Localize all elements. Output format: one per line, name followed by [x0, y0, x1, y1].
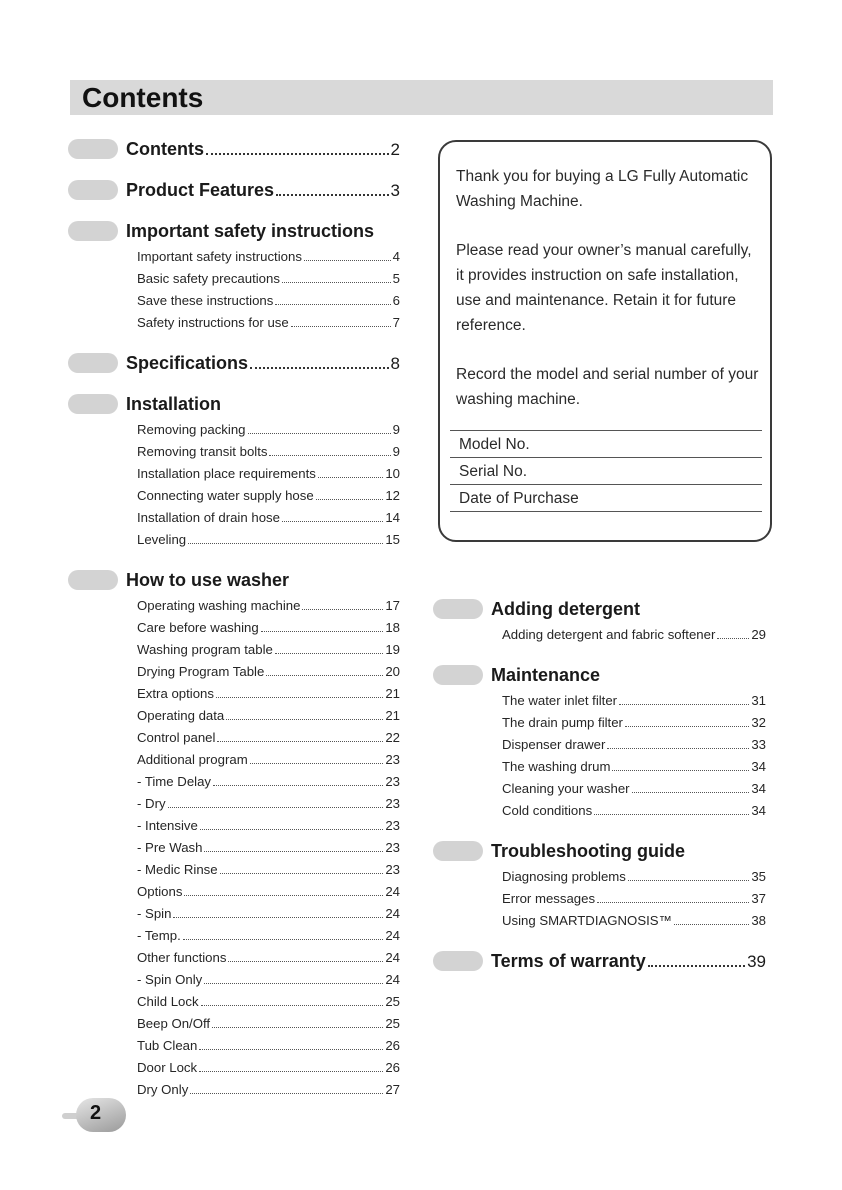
entry-label: - Spin [137, 906, 172, 921]
title-bar [70, 80, 773, 115]
entry-page-number: 31 [751, 693, 766, 708]
page-number-badge [62, 1098, 126, 1132]
section-title: Important safety instructions [126, 221, 375, 241]
entry-label: - Pre Wash [137, 840, 203, 855]
entry-page-number: 21 [385, 708, 400, 723]
entry-label: Installation place requirements [137, 466, 316, 481]
section-marker [433, 665, 483, 685]
section-marker [68, 221, 118, 241]
section-marker [68, 139, 118, 159]
entry-page-number: 9 [392, 444, 400, 459]
toc-entry[interactable] [137, 815, 400, 837]
toc-entry[interactable] [137, 507, 400, 529]
dot-leader [204, 983, 383, 984]
toc-entry[interactable] [137, 947, 400, 969]
section-heading[interactable] [491, 840, 766, 862]
dot-leader [318, 477, 383, 478]
field-model-no: Model No. [450, 431, 762, 458]
toc-entry[interactable] [502, 690, 766, 712]
entry-page-number: 19 [385, 642, 400, 657]
toc-entry[interactable] [137, 463, 400, 485]
entry-label: Basic safety precautions [137, 271, 280, 286]
entry-label: Removing packing [137, 422, 246, 437]
entry-label: The drain pump filter [502, 715, 623, 730]
toc-entry[interactable] [502, 910, 766, 932]
toc-section-contents [68, 138, 400, 161]
section-page-number: 8 [390, 354, 400, 373]
dot-leader [204, 851, 383, 852]
entry-label: Beep On/Off [137, 1016, 211, 1031]
entry-page-number: 4 [392, 249, 400, 264]
entry-page-number: 23 [385, 840, 400, 855]
dot-leader [250, 367, 388, 369]
entry-page-number: 25 [385, 994, 400, 1009]
entry-page-number: 5 [392, 271, 400, 286]
entry-label: Door Lock [137, 1060, 198, 1075]
toc-entry[interactable] [137, 661, 400, 683]
dot-leader [250, 763, 384, 764]
entry-page-number: 7 [392, 315, 400, 330]
entry-page-number: 9 [392, 422, 400, 437]
dot-leader [276, 194, 388, 196]
entry-label: Error messages [502, 891, 596, 906]
entry-page-number: 23 [385, 818, 400, 833]
section-heading[interactable] [126, 220, 400, 242]
toc-entry[interactable] [502, 734, 766, 756]
toc-section-specifications [68, 352, 400, 375]
entry-label: Cleaning your washer [502, 781, 630, 796]
dot-leader [717, 638, 749, 639]
toc-section-how-to-use-washer [68, 569, 400, 1101]
toc-entry[interactable] [137, 639, 400, 661]
entry-label: Removing transit bolts [137, 444, 268, 459]
toc-entry[interactable] [137, 1079, 400, 1101]
toc-section-maintenance [433, 664, 766, 822]
entry-label: - Spin Only [137, 972, 203, 987]
entry-label: The washing drum [502, 759, 611, 774]
toc-entry[interactable] [137, 268, 400, 290]
entry-label: - Medic Rinse [137, 862, 218, 877]
section-heading[interactable] [491, 950, 766, 973]
section-heading[interactable] [491, 664, 766, 686]
entry-page-number: 17 [385, 598, 400, 613]
section-title: Installation [126, 394, 222, 414]
toc-entry[interactable] [137, 441, 400, 463]
dot-leader [619, 704, 749, 705]
dot-leader [173, 917, 383, 918]
section-entries [491, 624, 766, 646]
entry-page-number: 38 [751, 913, 766, 928]
section-page-number: 2 [390, 140, 400, 159]
entry-page-number: 24 [385, 906, 400, 921]
toc-section-terms-of-warranty [433, 950, 766, 973]
entry-label: Washing program table [137, 642, 273, 657]
toc-left-column [68, 138, 400, 1101]
section-title: Adding detergent [491, 599, 640, 619]
section-heading[interactable] [126, 569, 400, 591]
toc-right-column [433, 598, 766, 973]
section-marker [68, 394, 118, 414]
entry-label: Connecting water supply hose [137, 488, 314, 503]
entry-page-number: 34 [751, 803, 766, 818]
toc-entry[interactable] [137, 837, 400, 859]
entry-page-number: 24 [385, 884, 400, 899]
section-title: Product Features [126, 180, 275, 200]
toc-entry[interactable] [502, 624, 766, 646]
entry-label: Operating washing machine [137, 598, 301, 613]
toc-entry[interactable] [137, 771, 400, 793]
entry-page-number: 29 [751, 627, 766, 642]
entry-page-number: 33 [751, 737, 766, 752]
entry-page-number: 6 [392, 293, 400, 308]
dot-leader [304, 260, 391, 261]
toc-section-troubleshooting-guide [433, 840, 766, 932]
section-heading[interactable] [126, 138, 400, 161]
section-heading[interactable] [126, 393, 400, 415]
entry-label: - Dry [137, 796, 166, 811]
entry-page-number: 26 [385, 1060, 400, 1075]
entry-page-number: 23 [385, 752, 400, 767]
page-number: 2 [90, 1102, 102, 1124]
toc-entry[interactable] [137, 925, 400, 947]
dot-leader [612, 770, 749, 771]
dot-leader [275, 304, 390, 305]
dot-leader [275, 653, 383, 654]
toc-entry[interactable] [502, 800, 766, 822]
dot-leader [632, 792, 750, 793]
section-entries [491, 690, 766, 822]
toc-entry[interactable] [137, 683, 400, 705]
dot-leader [316, 499, 384, 500]
toc-entry[interactable] [137, 1035, 400, 1057]
entry-page-number: 34 [751, 759, 766, 774]
toc-entry[interactable] [137, 859, 400, 881]
toc-section-adding-detergent [433, 598, 766, 646]
entry-label: - Time Delay [137, 774, 212, 789]
dot-leader [607, 748, 749, 749]
toc-entry[interactable] [137, 1057, 400, 1079]
section-title: Contents [126, 139, 204, 159]
entry-label: Dispenser drawer [502, 737, 606, 752]
toc-entry[interactable] [137, 529, 400, 551]
dot-leader [625, 726, 749, 727]
toc-entry[interactable] [137, 705, 400, 727]
dot-leader [168, 807, 384, 808]
entry-page-number: 25 [385, 1016, 400, 1031]
entry-page-number: 24 [385, 950, 400, 965]
toc-entry[interactable] [502, 888, 766, 910]
entry-page-number: 32 [751, 715, 766, 730]
entry-page-number: 20 [385, 664, 400, 679]
dot-leader [628, 880, 749, 881]
toc-entry[interactable] [137, 881, 400, 903]
dot-leader [206, 153, 389, 155]
entry-page-number: 37 [751, 891, 766, 906]
toc-entry[interactable] [137, 1013, 400, 1035]
entry-label: Using SMARTDIAGNOSIS™ [502, 913, 672, 928]
section-marker [433, 951, 483, 971]
field-date-of-purchase: Date of Purchase [450, 485, 762, 512]
dot-leader [213, 785, 383, 786]
entry-page-number: 12 [385, 488, 400, 503]
entry-label: Save these instructions [137, 293, 274, 308]
entry-label: Child Lock [137, 994, 199, 1009]
dot-leader [199, 1049, 383, 1050]
entry-label: Drying Program Table [137, 664, 265, 679]
field-serial-no: Serial No. [450, 458, 762, 485]
toc-entry[interactable] [137, 969, 400, 991]
entry-page-number: 35 [751, 869, 766, 884]
section-entries [126, 419, 400, 551]
entry-page-number: 15 [385, 532, 400, 547]
entry-label: The water inlet filter [502, 693, 618, 708]
dot-leader [597, 902, 749, 903]
dot-leader [183, 939, 384, 940]
entry-page-number: 23 [385, 774, 400, 789]
notice-paragraph-record: Record the model and serial number of your washing machine. [456, 366, 759, 408]
dot-leader [674, 924, 750, 925]
record-fields [450, 430, 762, 512]
dot-leader [200, 829, 383, 830]
entry-label: Operating data [137, 708, 225, 723]
notice-box [438, 140, 772, 542]
toc-entry[interactable] [137, 485, 400, 507]
entry-page-number: 34 [751, 781, 766, 796]
toc-entry[interactable] [137, 312, 400, 334]
dot-leader [291, 326, 391, 327]
toc-entry[interactable] [137, 595, 400, 617]
dot-leader [226, 719, 383, 720]
toc-entry[interactable] [137, 246, 400, 268]
entry-label: Additional program [137, 752, 248, 767]
entry-label: Leveling [137, 532, 187, 547]
toc-entry[interactable] [502, 712, 766, 734]
entry-page-number: 24 [385, 928, 400, 943]
dot-leader [184, 895, 383, 896]
dot-leader [266, 675, 383, 676]
entry-label: Cold conditions [502, 803, 593, 818]
section-title: Specifications [126, 353, 249, 373]
toc-entry[interactable] [137, 419, 400, 441]
dot-leader [228, 961, 383, 962]
entry-page-number: 24 [385, 972, 400, 987]
entry-label: - Intensive [137, 818, 198, 833]
entry-label: Adding detergent and fabric softener [502, 627, 716, 642]
section-title: How to use washer [126, 570, 290, 590]
section-entries [126, 595, 400, 1101]
entry-label: Control panel [137, 730, 216, 745]
page-title: Contents [82, 82, 204, 113]
entry-page-number: 10 [385, 466, 400, 481]
toc-entry[interactable] [137, 749, 400, 771]
entry-label: Care before washing [137, 620, 259, 635]
toc-section-installation [68, 393, 400, 551]
section-entries [491, 866, 766, 932]
section-page-number: 39 [747, 952, 766, 971]
dot-leader [594, 814, 749, 815]
section-marker [68, 180, 118, 200]
entry-label: Dry Only [137, 1082, 189, 1097]
dot-leader [282, 521, 383, 522]
entry-label: Installation of drain hose [137, 510, 280, 525]
notice-paragraph-thanks: Thank you for buying a LG Fully Automatic Washing Machine. [456, 168, 749, 210]
toc-entry[interactable] [137, 727, 400, 749]
section-heading[interactable] [126, 179, 400, 202]
dot-leader [261, 631, 384, 632]
dot-leader [212, 1027, 383, 1028]
toc-entry[interactable] [137, 903, 400, 925]
dot-leader [217, 741, 383, 742]
section-marker [68, 353, 118, 373]
section-heading[interactable] [126, 352, 400, 375]
section-title: Maintenance [491, 665, 601, 685]
entry-label: Diagnosing problems [502, 869, 626, 884]
toc-entry[interactable] [137, 991, 400, 1013]
entry-page-number: 22 [385, 730, 400, 745]
section-title: Troubleshooting guide [491, 841, 685, 861]
entry-label: Safety instructions for use [137, 315, 289, 330]
entry-page-number: 26 [385, 1038, 400, 1053]
dot-leader [199, 1071, 383, 1072]
section-page-number: 3 [390, 181, 400, 200]
entry-label: Extra options [137, 686, 214, 701]
toc-entry[interactable] [137, 290, 400, 312]
dot-leader [190, 1093, 383, 1094]
toc-entry[interactable] [137, 793, 400, 815]
notice-paragraph-read-manual: Please read your owner’s manual carefully, it provides instruction on safe installation, use and maintenance. Retain it for future reference. [456, 242, 752, 334]
entry-page-number: 27 [385, 1082, 400, 1097]
section-title: Terms of warranty [491, 951, 646, 971]
dot-leader [220, 873, 384, 874]
section-marker [433, 599, 483, 619]
section-entries [126, 246, 400, 334]
entry-page-number: 21 [385, 686, 400, 701]
dot-leader [216, 697, 383, 698]
dot-leader [282, 282, 391, 283]
entry-label: Tub Clean [137, 1038, 198, 1053]
entry-label: Other functions [137, 950, 227, 965]
toc-entry[interactable] [502, 866, 766, 888]
toc-entry[interactable] [137, 617, 400, 639]
section-heading[interactable] [491, 598, 766, 620]
dot-leader [302, 609, 383, 610]
toc-section-product-features [68, 179, 400, 202]
toc-entry[interactable] [502, 778, 766, 800]
section-marker [433, 841, 483, 861]
dot-leader [188, 543, 383, 544]
entry-label: - Temp. [137, 928, 181, 943]
entry-page-number: 23 [385, 796, 400, 811]
dot-leader [648, 965, 745, 967]
toc-entry[interactable] [502, 756, 766, 778]
entry-page-number: 18 [385, 620, 400, 635]
dot-leader [269, 455, 390, 456]
toc-section-important-safety-instructions [68, 220, 400, 334]
dot-leader [201, 1005, 384, 1006]
section-marker [68, 570, 118, 590]
entry-page-number: 23 [385, 862, 400, 877]
dot-leader [248, 433, 391, 434]
entry-page-number: 14 [385, 510, 400, 525]
entry-label: Options [137, 884, 183, 899]
entry-label: Important safety instructions [137, 249, 302, 264]
